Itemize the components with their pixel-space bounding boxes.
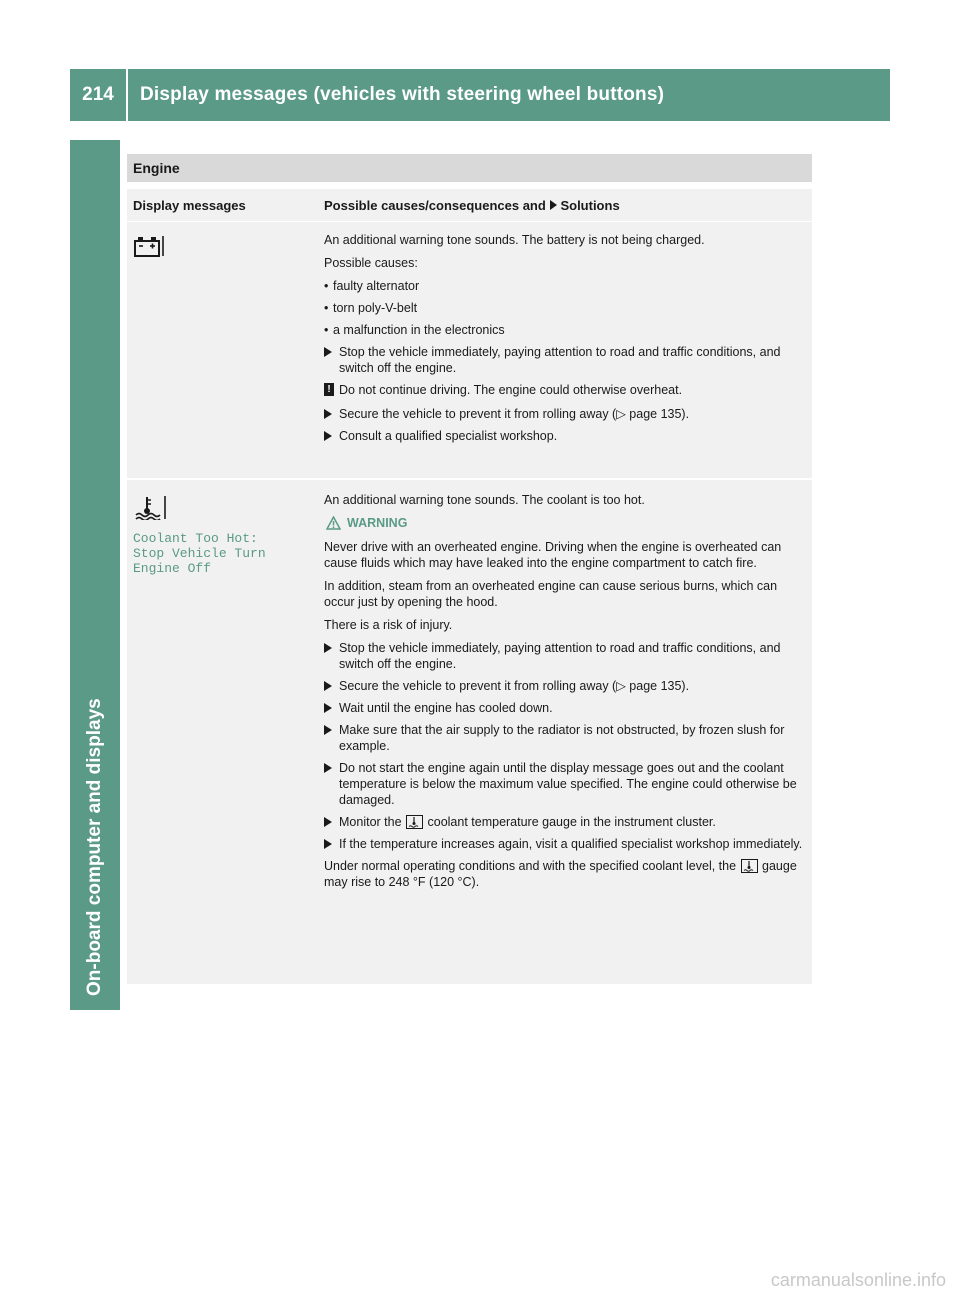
action-text: Wait until the engine has cooled down. <box>339 701 553 715</box>
action-step <box>324 406 806 422</box>
warning-text: There is a risk of injury. <box>324 618 453 632</box>
table-row-battery <box>127 221 812 502</box>
note <box>324 382 806 398</box>
watermark: carmanualsonline.info <box>770 1270 946 1290</box>
arrow-icon <box>324 763 332 773</box>
battery-icon <box>133 234 165 263</box>
action-text: Secure the vehicle to prevent it from rolling away (▷ page 135). <box>339 407 690 421</box>
messages-table <box>127 189 812 984</box>
column-header-causes-text: Possible causes/consequences and <box>324 198 546 213</box>
list-item: • a malfunction in the electronics <box>324 322 806 338</box>
action-step <box>324 640 806 672</box>
action-step <box>324 428 806 444</box>
coolant-temperature-icon <box>741 859 758 873</box>
arrow-icon <box>550 200 557 210</box>
coolant-intro: An additional warning tone sounds. The coolant is too hot. <box>324 493 645 507</box>
warning-triangle-icon <box>326 516 341 530</box>
solutions-cell-coolant <box>324 492 806 897</box>
section-title: Engine <box>127 154 812 182</box>
action-text-part: coolant temperature gauge in the instrument cluster. <box>427 815 716 829</box>
action-step <box>324 836 806 852</box>
action-step <box>324 760 806 808</box>
action-step <box>324 678 806 694</box>
arrow-icon <box>324 643 332 653</box>
arrow-icon <box>324 703 332 713</box>
display-cell-battery <box>133 234 313 263</box>
action-step <box>324 344 806 376</box>
action-step <box>324 814 806 830</box>
chapter-tab <box>70 140 120 1010</box>
page-title: Display messages (vehicles with steering wheel buttons) <box>140 84 665 105</box>
chapter-tab-label: On-board computer and displays <box>84 698 105 996</box>
arrow-icon <box>324 347 332 357</box>
note-text: Do not continue driving. The engine could otherwise overheat. <box>339 383 683 397</box>
arrow-icon <box>324 681 332 691</box>
battery-intro: An additional warning tone sounds. The battery is not being charged. <box>324 233 705 247</box>
battery-causes-label: Possible causes: <box>324 256 418 270</box>
list-item: • torn poly-V-belt <box>324 300 806 316</box>
page-number: 214 <box>70 69 128 121</box>
action-text: Stop the vehicle immediately, paying attention to road and traffic conditions, and switch off the engine. <box>339 345 781 375</box>
closing-text <box>324 858 806 890</box>
solutions-cell-battery <box>324 232 806 450</box>
column-header-causes <box>324 198 806 214</box>
action-text: If the temperature increases again, visit a qualified specialist workshop immediately. <box>339 837 803 851</box>
warning-text: Never drive with an overheated engine. Driving when the engine is overheated can cause fluids which may have leaked into the engine compartment to catch fire. <box>324 540 782 570</box>
coolant-temperature-icon <box>133 494 167 525</box>
action-text: Stop the vehicle immediately, paying attention to road and traffic conditions, and switch off the engine. <box>339 641 781 671</box>
list-item: • faulty alternator <box>324 278 806 294</box>
column-header-display: Display messages <box>133 198 246 213</box>
arrow-icon <box>324 817 332 827</box>
action-step <box>324 722 806 754</box>
column-header-solutions-text: Solutions <box>560 198 620 213</box>
action-text: Make sure that the air supply to the radiator is not obstructed, by frozen slush for example. <box>339 723 785 753</box>
closing-text-part: gauge may rise to 248 °F (120 °C). <box>324 859 797 889</box>
action-text: Do not start the engine again until the display message goes out and the coolant temperature is below the maximum value specified. The engine could otherwise be damaged. <box>339 761 797 807</box>
display-cell-coolant <box>133 494 313 576</box>
arrow-icon <box>324 431 332 441</box>
action-text: Secure the vehicle to prevent it from rolling away (▷ page 135). <box>339 679 690 693</box>
action-step <box>324 700 806 716</box>
action-text-part: Monitor the <box>339 815 402 829</box>
table-row-coolant <box>127 478 812 984</box>
coolant-temperature-icon <box>406 815 423 829</box>
display-message-text: Coolant Too Hot: Stop Vehicle Turn Engine Off <box>133 531 266 576</box>
table-header-row <box>127 189 812 221</box>
warning-label: WARNING <box>347 516 408 530</box>
arrow-icon <box>324 409 332 419</box>
arrow-icon <box>324 725 332 735</box>
page-header <box>70 69 890 121</box>
closing-text-part: Under normal operating conditions and with the specified coolant level, the <box>324 859 737 873</box>
warning-text: In addition, steam from an overheated engine can cause serious burns, which can occur just by opening the hood. <box>324 579 778 609</box>
arrow-icon <box>324 839 332 849</box>
caution-icon: ! <box>324 383 334 396</box>
action-text: Consult a qualified specialist workshop. <box>339 429 558 443</box>
warning-heading <box>326 515 806 531</box>
